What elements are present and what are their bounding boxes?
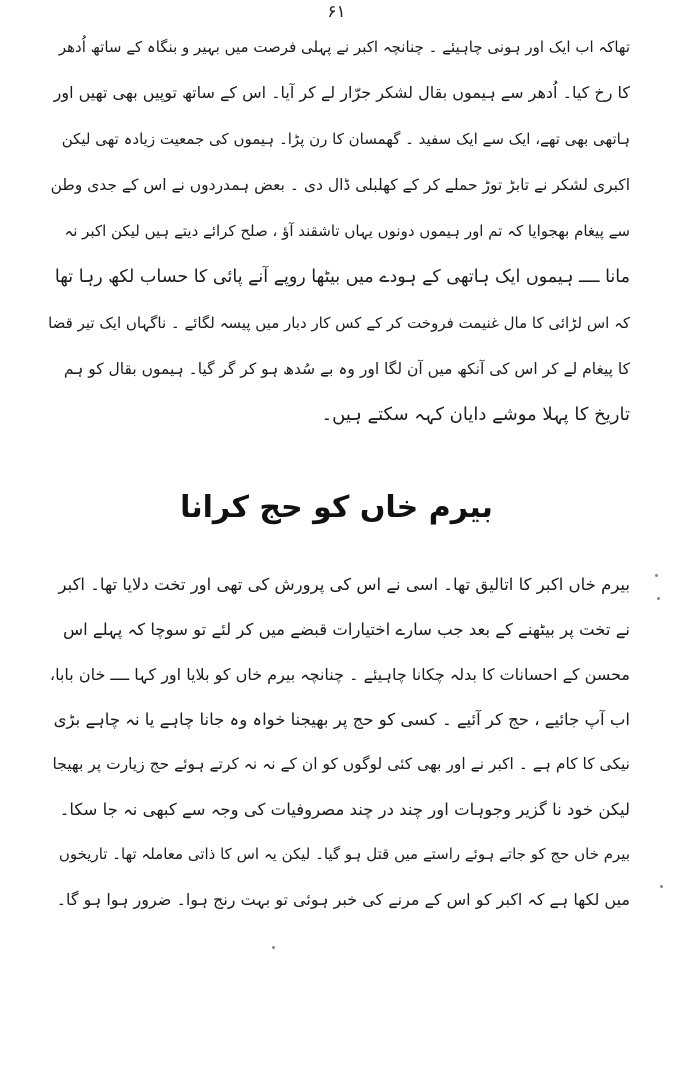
text-line: بیرم خاں حج کو جاتے ہوئے راستے میں قتل ہو گیا۔ لیکن یہ اس کا ذاتی معاملہ تھا۔ تاریخوں xyxy=(58,845,630,863)
speck-mark xyxy=(660,885,663,888)
text-line: سے پیغام بھجوایا کہ تم اور ہیموں دونوں یہاں تاشقند آؤ ، صلح کرائے دیتے ہیں لیکن اکبر نہ xyxy=(64,222,630,240)
text-line: محسن کے احسانات کا بدلہ چکانا چاہیئے ۔ چنانچہ بیرم خاں کو بلایا اور کہا ــــ خان بابا، xyxy=(49,665,630,684)
page-number: ۶۱ xyxy=(327,2,346,22)
text-line: لیکن خود نا گزیر وجوہات اور چند در چند مصروفیات کی وجہ سے کبھی نہ جا سکا۔ xyxy=(59,800,630,819)
text-line: میں لکھا ہے کہ اکبر کو اس کے مرنے کی خبر ہوئی تو بہت رنج ہوا۔ ضرور ہوا ہو گا۔ xyxy=(56,890,630,909)
section-heading: بیرم خاں کو حج کرانا xyxy=(180,490,493,525)
text-line: نیکی کا کام ہے ۔ اکبر نے اور بھی کئی لوگوں کو ان کے نہ نہ کرتے ہوئے حج زیارت پر بھیجا xyxy=(52,755,630,773)
text-line: کا رخ کیا۔ اُدھر سے ہیموں بقال لشکر جرّار لے کر آیا۔ اس کے ساتھ توپیں بھی تھیں اور xyxy=(53,83,630,102)
text-line: کا پیغام لے کر اس کی آنکھ میں آن لگا اور وہ بے سُدھ ہو کر گر گیا۔ ہیموں بقال کو ہم xyxy=(63,360,630,378)
speck-mark xyxy=(657,597,660,600)
text-line: مانا ــــ ہیموں ایک ہاتھی کے ہودے میں بیٹھا روپے آنے پائی کا حساب لکھ رہا تھا xyxy=(54,267,630,287)
text-line: بیرم خاں اکبر کا اتالیق تھا۔ اسی نے اس کی پرورش کی تھی اور تخت دلایا تھا۔ اکبر xyxy=(58,575,630,594)
text-line: کہ اس لڑائی کا مال غنیمت فروخت کر کے کس کار دبار میں پیسہ لگائے ۔ ناگہاں ایک تیر قضا xyxy=(48,314,630,332)
text-line: اب آپ جائیے ، حج کر آئیے ۔ کسی کو حج پر بھیجنا خواہ وہ جانا چاہے یا نہ چاہے بڑی xyxy=(53,710,630,729)
text-line: اکبری لشکر نے تابڑ توڑ حملے کر کے کھلبلی ڈال دی ۔ بعض ہمدردوں نے اس کے جدی وطن xyxy=(50,176,630,194)
text-line: ہاتھی بھی تھے، ایک سے ایک سفید ۔ گھمسان کا رن پڑا۔ ہیموں کی جمعیت زیادہ تھی لیکن xyxy=(61,130,630,148)
text-line: تاریخ کا پہلا موشے دایان کہہ سکتے ہیں۔ xyxy=(321,404,630,425)
speck-mark xyxy=(272,946,275,949)
text-line: تھاکہ اب ایک اور ہونی چاہیئے ۔ چنانچہ اکبر نے پہلی فرصت میں بہیر و بنگاہ کے ساتھ اُدھر xyxy=(58,38,630,56)
speck-mark xyxy=(655,574,658,577)
paragraph-hemu xyxy=(48,24,630,438)
text-line: نے تخت پر بیٹھنے کے بعد جب سارے اختیارات قبضے میں کر لئے تو سوچا کہ پہلے اس xyxy=(62,620,630,639)
paragraph-bairam-khan xyxy=(48,562,630,922)
